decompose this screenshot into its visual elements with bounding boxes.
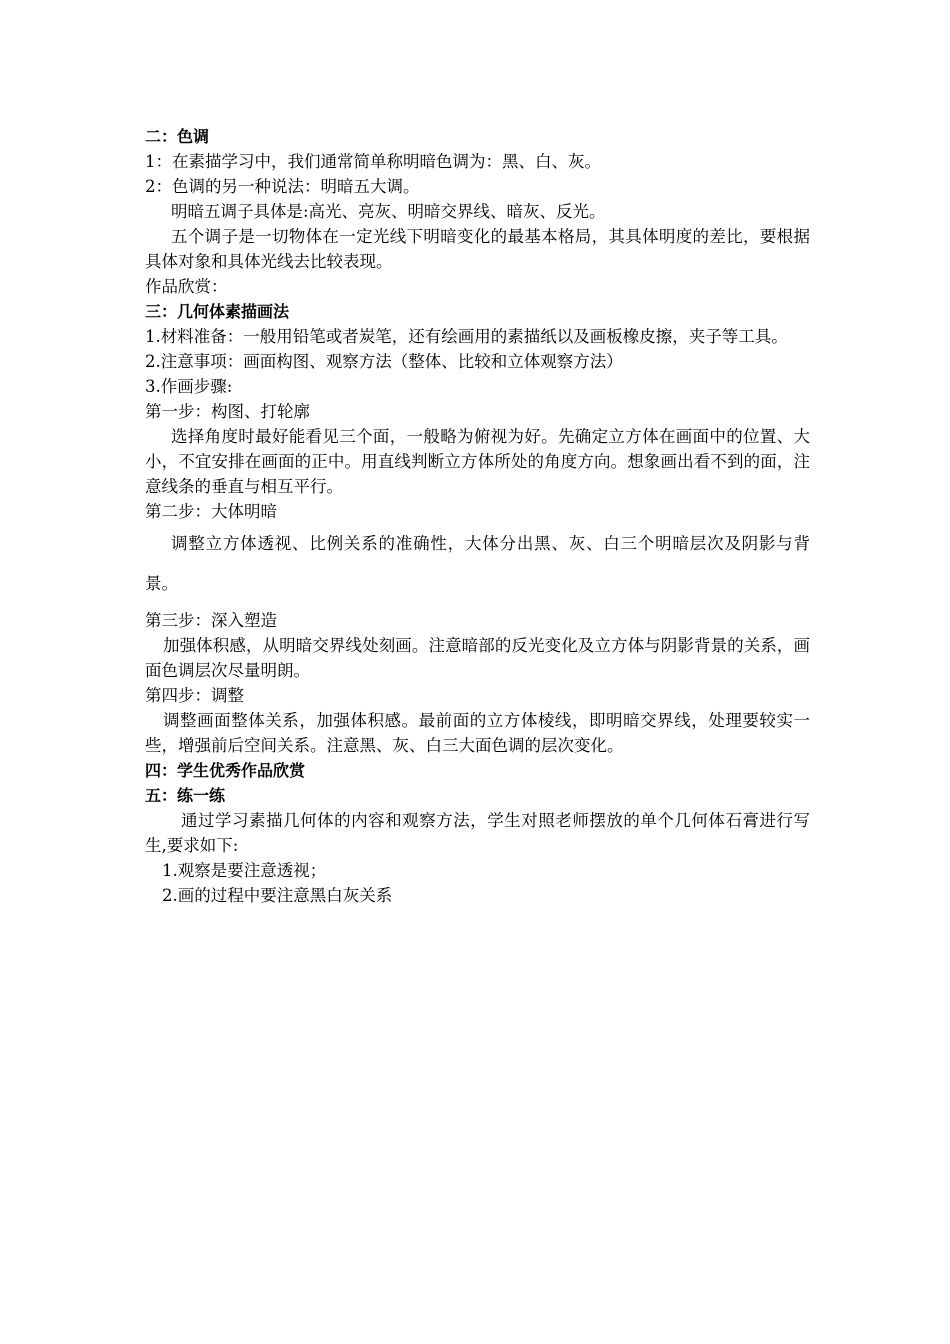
heading-color-tone: 二：色调	[145, 127, 210, 146]
step1-title: 第一步：构图、打轮廓	[145, 402, 310, 421]
step3-title: 第三步：深入塑造	[145, 611, 277, 630]
document-body	[145, 124, 810, 908]
geometry-item-1: 1.材料准备：一般用铅笔或者炭笔，还有绘画用的素描纸以及画板橡皮擦，夹子等工具。	[145, 327, 788, 346]
requirement-1: 1.观察是要注意透视；	[162, 861, 327, 880]
step1-body: 选择角度时最好能看见三个面，一般略为俯视为好。先确定立方体在画面中的位置、大小，不宜安排在画面的正中。用直线判断立方体所处的角度方向。想象画出看不到的面，注意线条的垂直与相互平行。	[145, 427, 810, 496]
step4-title: 第四步：调整	[145, 686, 244, 705]
step3-body: 加强体积感，从明暗交界线处刻画。注意暗部的反光变化及立方体与阴影背景的关系，画面色调层次尽量明朗。	[145, 636, 810, 680]
practice-body: 通过学习素描几何体的内容和观察方法，学生对照老师摆放的单个几何体石膏进行写生,要求如下:	[145, 811, 810, 855]
heading-geometry: 三：几何体素描画法	[145, 302, 290, 321]
step2-body: 调整立方体透视、比例关系的准确性，大体分出黑、灰、白三个明暗层次及阴影与背景。	[145, 534, 810, 593]
color-tone-item-2: 2：色调的另一种说法：明暗五大调。	[145, 177, 420, 196]
geometry-item-3: 3.作画步骤:	[145, 377, 233, 396]
heading-practice: 五：练一练	[145, 786, 226, 805]
appreciation-label: 作品欣赏：	[145, 277, 228, 296]
five-tones-paragraph: 五个调子是一切物体在一定光线下明暗变化的最基本格局，其具体明度的差比，要根据具体对象和具体光线去比较表现。	[145, 227, 810, 271]
geometry-item-2: 2.注意事项：画面构图、观察方法（整体、比较和立体观察方法）	[145, 352, 623, 371]
five-tones-detail: 明暗五调子具体是:高光、亮灰、明暗交界线、暗灰、反光。	[171, 202, 606, 221]
requirement-2: 2.画的过程中要注意黑白灰关系	[162, 886, 393, 905]
step4-body: 调整画面整体关系，加强体积感。最前面的立方体棱线，即明暗交界线，处理要较实一些，增强前后空间关系。注意黑、灰、白三大面色调的层次变化。	[145, 711, 810, 755]
heading-student-works: 四：学生优秀作品欣赏	[145, 761, 306, 780]
step2-title: 第二步：大体明暗	[145, 502, 277, 521]
color-tone-item-1: 1：在素描学习中，我们通常简单称明暗色调为：黑、白、灰。	[145, 152, 601, 171]
